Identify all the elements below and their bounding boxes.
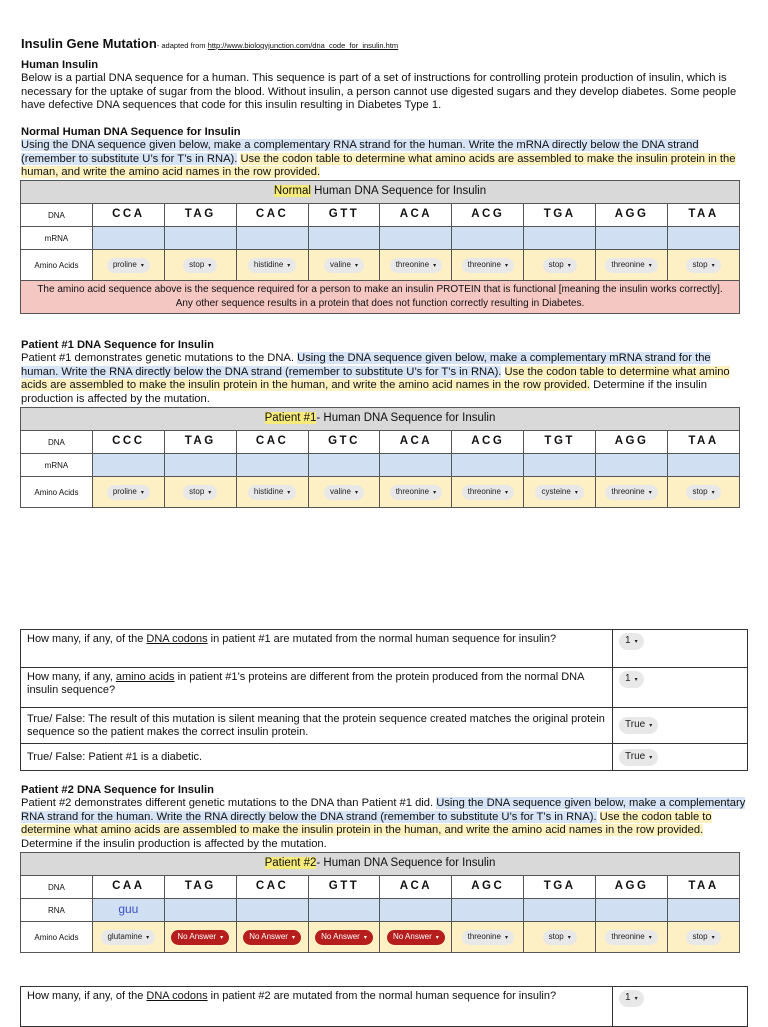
caret-down-icon: ▾: [711, 489, 715, 496]
amino-acid-cell: [92, 922, 164, 953]
rna-codon-cell[interactable]: [308, 454, 380, 477]
amino-acid-cell: [164, 922, 236, 953]
normal-instructions: Using the DNA sequence given below, make a complementary RNA strand for the human. Write the mRNA directly below the DNA strand (remember to substitute U’s for T’s in RNA). Use the codon table to determine what amino acids are assembled to make the insulin protein in the human, and write the amino acid names in the row provided.: [21, 139, 736, 179]
row-label-dna: DNA: [21, 876, 93, 899]
answer-dropdown[interactable]: stop ▾: [686, 485, 720, 500]
amino-acid-cell: [452, 250, 524, 281]
dna-codon: TAG: [164, 431, 236, 454]
dna-codon: ACA: [380, 204, 452, 227]
amino-acid-cell: [380, 922, 452, 953]
question-text: How many, if any, amino acids in patient #1’s proteins are different from the protein produced from the normal DNA insulin sequence?: [21, 668, 613, 708]
caret-down-icon: ▾: [435, 934, 439, 941]
answer-dropdown[interactable]: threonine ▾: [390, 485, 442, 500]
dna-codon: CCA: [92, 204, 164, 227]
answer-dropdown[interactable]: No Answer ▾: [387, 930, 445, 945]
caret-down-icon: ▾: [567, 934, 571, 941]
answer-dropdown[interactable]: proline ▾: [107, 485, 150, 500]
rna-codon-cell[interactable]: [236, 227, 308, 250]
answer-dropdown[interactable]: glutamine ▾: [101, 930, 155, 945]
intro-text: Below is a partial DNA sequence for a human. This sequence is part of a set of instructions for controlling protein production of insulin, which is necessary for the uptake of sugar from the blood. Without insulin, a person cannot use digested sugars and they develop diabetes. Some people have defective DNA sequences that code for this insulin resulting in Diabetes Type 1.: [21, 72, 737, 112]
rna-codon-cell[interactable]: [452, 899, 524, 922]
dna-codon: TGT: [524, 431, 596, 454]
question-row: [21, 668, 748, 708]
caret-down-icon: ▾: [504, 262, 508, 269]
dna-codon: ACA: [380, 431, 452, 454]
rna-codon-cell[interactable]: [236, 899, 308, 922]
amino-acid-cell: [668, 250, 740, 281]
caret-down-icon: ▾: [649, 754, 653, 761]
answer-dropdown[interactable]: cysteine ▾: [535, 485, 583, 500]
caret-down-icon: ▾: [291, 934, 295, 941]
patient1-questions-table: [20, 629, 748, 771]
answer-dropdown[interactable]: stop ▾: [183, 258, 217, 273]
dna-codon: AGG: [596, 876, 668, 899]
rna-codon-cell[interactable]: [236, 454, 308, 477]
amino-acid-cell: [668, 477, 740, 508]
dna-codon: TAA: [668, 876, 740, 899]
question-row: [21, 987, 748, 1027]
question-text: True/ False: The result of this mutation is silent meaning that the protein sequence created matches the original protein sequence so the patient makes the correct insulin protein.: [21, 708, 613, 744]
answer-dropdown[interactable]: True ▾: [619, 717, 658, 734]
caret-down-icon: ▾: [574, 489, 578, 496]
answer-dropdown[interactable]: 1 ▾: [619, 633, 644, 650]
amino-acid-cell: [668, 922, 740, 953]
amino-acid-cell: [452, 477, 524, 508]
row-label-rna: RNA: [21, 899, 93, 922]
page-title: [21, 37, 398, 53]
answer-dropdown[interactable]: histidine ▾: [248, 485, 296, 500]
rna-codon-cell[interactable]: [668, 454, 740, 477]
patient1-heading: Patient #1 DNA Sequence for Insulin: [21, 339, 214, 351]
answer-dropdown[interactable]: histidine ▾: [248, 258, 296, 273]
caret-down-icon: ▾: [140, 262, 144, 269]
answer-dropdown[interactable]: valine ▾: [324, 258, 364, 273]
dna-codon: CAC: [236, 431, 308, 454]
caret-down-icon: ▾: [363, 934, 367, 941]
amino-acid-cell: [236, 250, 308, 281]
amino-acid-cell: [596, 922, 668, 953]
answer-dropdown[interactable]: threonine ▾: [462, 930, 514, 945]
rna-codon-cell[interactable]: guu: [92, 899, 164, 922]
amino-acid-cell: [380, 477, 452, 508]
dna-codon: CAC: [236, 876, 308, 899]
amino-acid-cell: [524, 922, 596, 953]
rna-codon-cell[interactable]: [596, 899, 668, 922]
rna-codon-cell[interactable]: [524, 899, 596, 922]
rna-codon-cell[interactable]: [308, 899, 380, 922]
patient2-questions-table: [20, 986, 748, 1027]
rna-codon-cell[interactable]: [380, 227, 452, 250]
caret-down-icon: ▾: [287, 489, 291, 496]
normal-sequence-table: [20, 180, 740, 314]
patient2-instructions: Patient #2 demonstrates different genetic mutations to the DNA than Patient #1 did. Using the DNA sequence given below, make a complementary RNA strand for the human. Write the RNA directly below the DNA strand (remember to substitute U’s for T’s in RNA). Use the codon table to determine what amino acids are assembled to make the insulin protein in the human, and write the amino acid names in the row provided. Determine if the insulin production is affected by the mutation.: [21, 797, 746, 850]
caret-down-icon: ▾: [433, 489, 437, 496]
answer-dropdown[interactable]: stop ▾: [183, 485, 217, 500]
dna-codon: GTC: [308, 431, 380, 454]
answer-dropdown[interactable]: stop ▾: [543, 258, 577, 273]
amino-acid-cell: [92, 250, 164, 281]
answer-dropdown[interactable]: No Answer ▾: [243, 930, 301, 945]
patient1-table-title: Patient #1- Human DNA Sequence for Insulin: [21, 408, 740, 431]
rna-codon-cell[interactable]: [596, 227, 668, 250]
answer-dropdown[interactable]: threonine ▾: [605, 930, 657, 945]
question-row: [21, 744, 748, 771]
question-row: [21, 630, 748, 668]
answer-dropdown[interactable]: threonine ▾: [462, 485, 514, 500]
caret-down-icon: ▾: [648, 489, 652, 496]
rna-codon-cell[interactable]: [452, 454, 524, 477]
rna-codon-cell[interactable]: [380, 454, 452, 477]
answer-dropdown[interactable]: proline ▾: [107, 258, 150, 273]
dna-codon: TAG: [164, 876, 236, 899]
dna-codon: ACG: [452, 204, 524, 227]
answer-dropdown[interactable]: stop ▾: [686, 258, 720, 273]
rna-codon-cell[interactable]: [164, 454, 236, 477]
document-title: Insulin Gene Mutation: [21, 36, 157, 51]
caret-down-icon: ▾: [634, 677, 638, 683]
amino-acid-cell: [236, 922, 308, 953]
patient2-heading: Patient #2 DNA Sequence for Insulin: [21, 784, 214, 796]
row-label-dna: DNA: [21, 431, 93, 454]
patient1-instructions: Patient #1 demonstrates genetic mutations to the DNA. Using the DNA sequence given below, make a complementary mRNA strand for the human. Write the RNA directly below the DNA strand (remember to substitute U’s for T’s in RNA). Use the codon table to determine what amino acids are assembled to make the insulin protein in the human, and write the amino acid names in the row provided. Determine if the insulin production is affected by the mutation.: [21, 352, 730, 405]
amino-acid-cell: [452, 922, 524, 953]
caret-down-icon: ▾: [354, 262, 358, 269]
amino-acid-cell: [164, 250, 236, 281]
caret-down-icon: ▾: [140, 489, 144, 496]
answer-dropdown[interactable]: No Answer ▾: [171, 930, 229, 945]
patient1-sequence-table: [20, 407, 740, 508]
dna-codon: AGG: [596, 431, 668, 454]
question-text: How many, if any, of the DNA codons in patient #1 are mutated from the normal human sequence for insulin?: [21, 630, 613, 668]
rna-codon-cell[interactable]: [92, 454, 164, 477]
caret-down-icon: ▾: [287, 262, 291, 269]
caret-down-icon: ▾: [208, 489, 212, 496]
amino-acid-cell: [596, 250, 668, 281]
amino-acid-cell: [308, 250, 380, 281]
dna-codon: ACA: [380, 876, 452, 899]
patient2-sequence-table: [20, 852, 740, 953]
answer-dropdown[interactable]: threonine ▾: [462, 258, 514, 273]
answer-dropdown[interactable]: threonine ▾: [605, 485, 657, 500]
row-label-mrna: mRNA: [21, 454, 93, 477]
rna-codon-cell[interactable]: [668, 227, 740, 250]
answer-dropdown[interactable]: No Answer ▾: [315, 930, 373, 945]
intro-heading: Human Insulin: [21, 59, 99, 71]
amino-acid-cell: [164, 477, 236, 508]
answer-dropdown[interactable]: valine ▾: [324, 485, 364, 500]
caret-down-icon: ▾: [648, 262, 652, 269]
source-link[interactable]: http://www.biologyjunction.com/dna_code_for_insulin.htm: [207, 41, 399, 50]
amino-acid-cell: [308, 922, 380, 953]
rna-codon-cell[interactable]: [164, 227, 236, 250]
question-text: How many, if any, of the DNA codons in patient #2 are mutated from the normal human sequence for insulin?: [21, 987, 613, 1027]
amino-acid-cell: [380, 250, 452, 281]
rna-codon-cell[interactable]: [92, 227, 164, 250]
amino-acid-cell: [596, 477, 668, 508]
rna-codon-cell[interactable]: [164, 899, 236, 922]
dna-codon: CCC: [92, 431, 164, 454]
rna-codon-cell[interactable]: [668, 899, 740, 922]
answer-dropdown[interactable]: 1 ▾: [619, 671, 644, 688]
rna-codon-cell[interactable]: [596, 454, 668, 477]
amino-acid-cell: [236, 477, 308, 508]
amino-acid-cell: [524, 477, 596, 508]
caret-down-icon: ▾: [648, 934, 652, 941]
answer-dropdown[interactable]: stop ▾: [543, 930, 577, 945]
amino-acid-cell: [524, 250, 596, 281]
dna-codon: ACG: [452, 431, 524, 454]
row-label-dna: DNA: [21, 204, 93, 227]
dna-codon: TAG: [164, 204, 236, 227]
source-note: - adapted from http://www.biologyjunction.com/dna_code_for_insulin.htm: [156, 41, 399, 50]
answer-dropdown[interactable]: 1 ▾: [619, 990, 644, 1007]
rna-codon-cell[interactable]: [524, 227, 596, 250]
caret-down-icon: ▾: [354, 489, 358, 496]
rna-codon-cell[interactable]: [524, 454, 596, 477]
caret-down-icon: ▾: [711, 934, 715, 941]
answer-dropdown[interactable]: threonine ▾: [390, 258, 442, 273]
rna-codon-cell[interactable]: [380, 899, 452, 922]
row-label-mrna: mRNA: [21, 227, 93, 250]
caret-down-icon: ▾: [567, 262, 571, 269]
dna-codon: GTT: [308, 876, 380, 899]
dna-codon: GTT: [308, 204, 380, 227]
dna-codon: CAA: [92, 876, 164, 899]
normal-table-title: Normal Human DNA Sequence for Insulin: [21, 181, 740, 204]
answer-cell: [613, 630, 748, 668]
answer-cell: [613, 744, 748, 771]
dna-codon: TGA: [524, 204, 596, 227]
caret-down-icon: ▾: [504, 489, 508, 496]
answer-dropdown[interactable]: True ▾: [619, 749, 658, 766]
answer-dropdown[interactable]: threonine ▾: [605, 258, 657, 273]
dna-codon: CAC: [236, 204, 308, 227]
answer-cell: [613, 668, 748, 708]
caret-down-icon: ▾: [146, 934, 150, 941]
caret-down-icon: ▾: [504, 934, 508, 941]
question-row: [21, 708, 748, 744]
patient2-table-title: Patient #2- Human DNA Sequence for Insulin: [21, 853, 740, 876]
caret-down-icon: ▾: [208, 262, 212, 269]
row-label-amino-acids: Amino Acids: [21, 922, 93, 953]
dna-codon: AGC: [452, 876, 524, 899]
caret-down-icon: ▾: [433, 262, 437, 269]
normal-heading: Normal Human DNA Sequence for Insulin: [21, 126, 241, 138]
caret-down-icon: ▾: [711, 262, 715, 269]
rna-codon-cell[interactable]: [308, 227, 380, 250]
answer-dropdown[interactable]: stop ▾: [686, 930, 720, 945]
caret-down-icon: ▾: [634, 996, 638, 1002]
caret-down-icon: ▾: [220, 934, 224, 941]
dna-codon: TAA: [668, 431, 740, 454]
caret-down-icon: ▾: [634, 639, 638, 645]
question-text: True/ False: Patient #1 is a diabetic.: [21, 744, 613, 771]
answer-cell: [613, 987, 748, 1027]
rna-codon-cell[interactable]: [452, 227, 524, 250]
dna-codon: AGG: [596, 204, 668, 227]
row-label-amino-acids: Amino Acids: [21, 477, 93, 508]
row-label-amino-acids: Amino Acids: [21, 250, 93, 281]
normal-note: The amino acid sequence above is the sequence required for a person to make an insulin PROTEIN that is functional [meaning the insulin works correctly]. Any other sequence results in a protein that does not function correctly resulting in Diabetes.: [21, 281, 740, 314]
dna-codon: TAA: [668, 204, 740, 227]
caret-down-icon: ▾: [649, 723, 653, 729]
amino-acid-cell: [92, 477, 164, 508]
dna-codon: TGA: [524, 876, 596, 899]
amino-acid-cell: [308, 477, 380, 508]
answer-cell: [613, 708, 748, 744]
